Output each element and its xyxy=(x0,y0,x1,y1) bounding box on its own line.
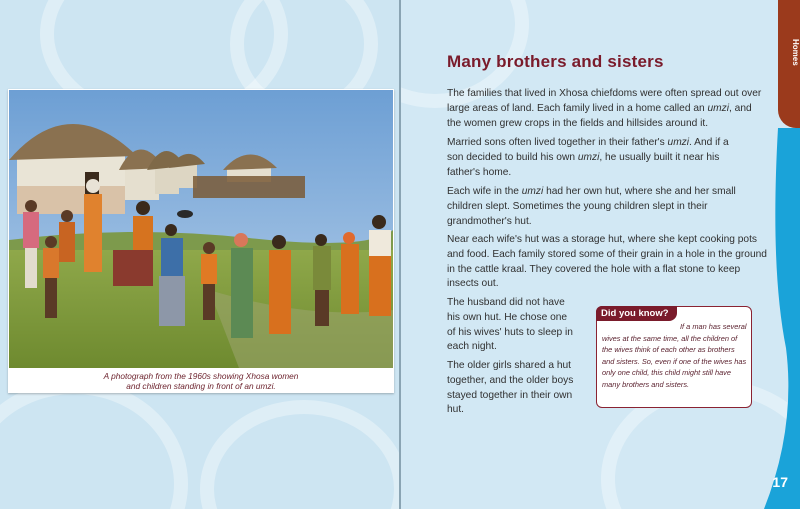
page-heading: Many brothers and sisters xyxy=(447,52,664,71)
decorative-swirl xyxy=(200,400,400,509)
paragraph: The older girls shared a hut together, and the older boys stayed together in their own hut. xyxy=(447,360,574,416)
side-band xyxy=(760,128,800,509)
paragraph: The families that lived in Xhosa chiefdoms were often spread out over large areas of land. Each family lived in a home called an umzi, and the women grew crops in the fields and hillsides around it. xyxy=(447,88,762,129)
photo-caption xyxy=(8,371,394,391)
paragraph: Each wife in the umzi had her own hut, where she and her small children slept. Sometimes the young children slept in their grandmother's hut. xyxy=(447,186,736,227)
paragraph: Married sons often lived together in their father's umzi. And if a son decided to build his own umzi, he usually built it near his father's home. xyxy=(447,137,729,178)
xhosa-village-photo xyxy=(9,90,393,368)
did-you-know-text: If a man has several wives at the same time, all the children of the wives think of each other as brothers and sisters. So, even if one of the wives has only one child, this child might still have many brothers and sisters. xyxy=(602,322,747,389)
caption-line: and children standing in front of an umzi. xyxy=(126,381,276,391)
page-number: 17 xyxy=(772,474,788,490)
did-you-know-title: Did you know? xyxy=(596,306,677,321)
paragraph: Near each wife's hut was a storage hut, where she kept cooking pots and food. Each family stored some of their grain in a hole in the ground in the cattle kraal. They covered the hole with a flat stone to keep insects out. xyxy=(447,234,767,290)
did-you-know-box xyxy=(596,306,752,408)
paragraph: The husband did not have his own hut. He chose one of his wives' huts to sleep in each night. xyxy=(447,297,573,353)
section-tab-label: Homes xyxy=(791,38,800,66)
caption-line: A photograph from the 1960s showing Xhosa women xyxy=(103,371,299,381)
decorative-swirl xyxy=(0,380,188,509)
photo-card xyxy=(8,89,394,393)
